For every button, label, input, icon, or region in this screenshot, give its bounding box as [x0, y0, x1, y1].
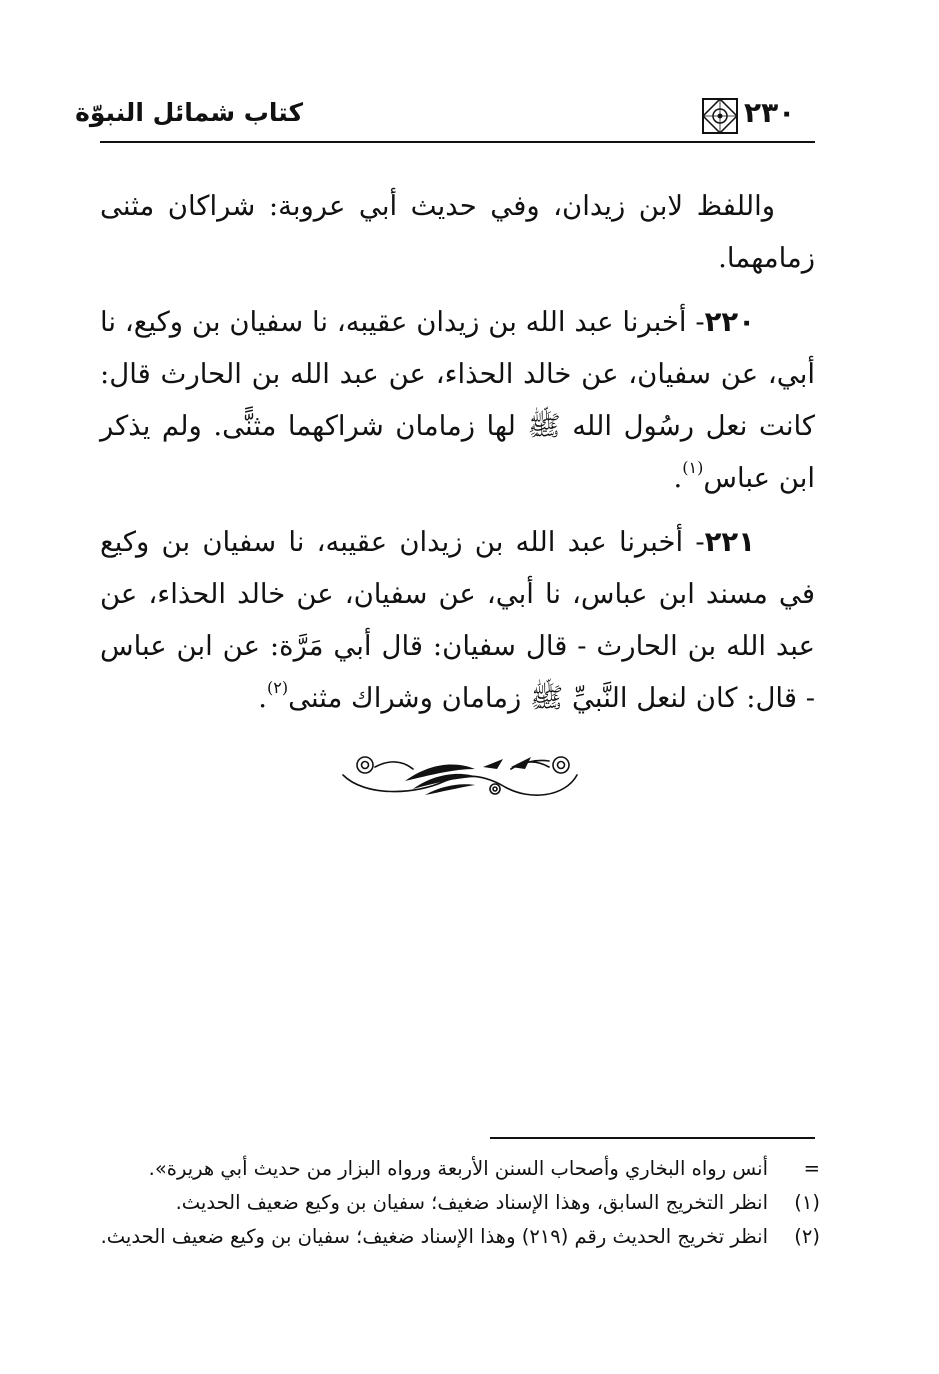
main-text	[100, 180, 815, 736]
header-rule	[100, 141, 815, 143]
footnote-text: أنس رواه البخاري وأصحاب السنن الأربعة ورواه البزار من حديث أبي هريرة».	[148, 1157, 768, 1180]
header-ornament-icon	[700, 96, 740, 136]
footnote-marker: (٢)	[794, 1225, 820, 1248]
hadith-number: ٢٢٠	[704, 306, 755, 338]
footnote-text: انظر تخريج الحديث رقم (٢١٩) وهذا الإسناد ضغيف؛ سفيان بن وكيع ضعيف الحديث.	[100, 1225, 768, 1248]
page-number: ٢٣٠	[744, 96, 796, 129]
hadith-end: .	[673, 462, 683, 494]
hadith-220-paragraph	[100, 296, 815, 504]
footnote-continuation	[100, 1152, 820, 1186]
book-title: كتاب شمائل النبوّة	[75, 98, 303, 127]
footnotes	[100, 1152, 820, 1254]
footnote-ref[interactable]: (٢)	[266, 678, 289, 697]
hadith-number: ٢٢١	[704, 526, 755, 558]
hadith-text: - أخبرنا عبد الله بن زيدان عقيبه، نا سفيان بن وكيع، نا أبي، عن سفيان، عن خالد الحذاء، عن عبد الله بن الحارث قال: كانت نعل رسُول الله ﷺ لها زمامان شراكهما مثنًّى. ولم يذكر ابن عباس	[100, 306, 815, 494]
hadith-end: .	[258, 682, 267, 714]
hadith-text: - أخبرنا عبد الله بن زيدان عقيبه، نا سفيان بن وكيع في مسند ابن عباس، نا أبي، عن سفيان، عن خالد الحذاء، عن عبد الله بن الحارث - قال سفيان: قال أبي مَرَّة: عن ابن عباس - قال: كان لنعل النَّبيِّ ﷺ زمامان وشراك مثنى	[100, 526, 815, 714]
footnote-rule	[490, 1137, 815, 1139]
intro-paragraph: واللفظ لابن زيدان، وفي حديث أبي عروبة: شراكان مثنى زمامهما.	[100, 190, 815, 274]
hadith-221-paragraph	[100, 516, 815, 724]
footnote-ref[interactable]: (١)	[682, 458, 704, 477]
footnote-text: انظر التخريج السابق، وهذا الإسناد ضغيف؛ سفيان بن وكيع ضعيف الحديث.	[175, 1191, 768, 1214]
footnote-marker: =	[803, 1157, 820, 1180]
footnote-2	[100, 1220, 820, 1254]
footnote-marker: (١)	[794, 1191, 820, 1214]
footnote-1	[100, 1186, 820, 1220]
divider-ornament-icon	[335, 745, 585, 809]
